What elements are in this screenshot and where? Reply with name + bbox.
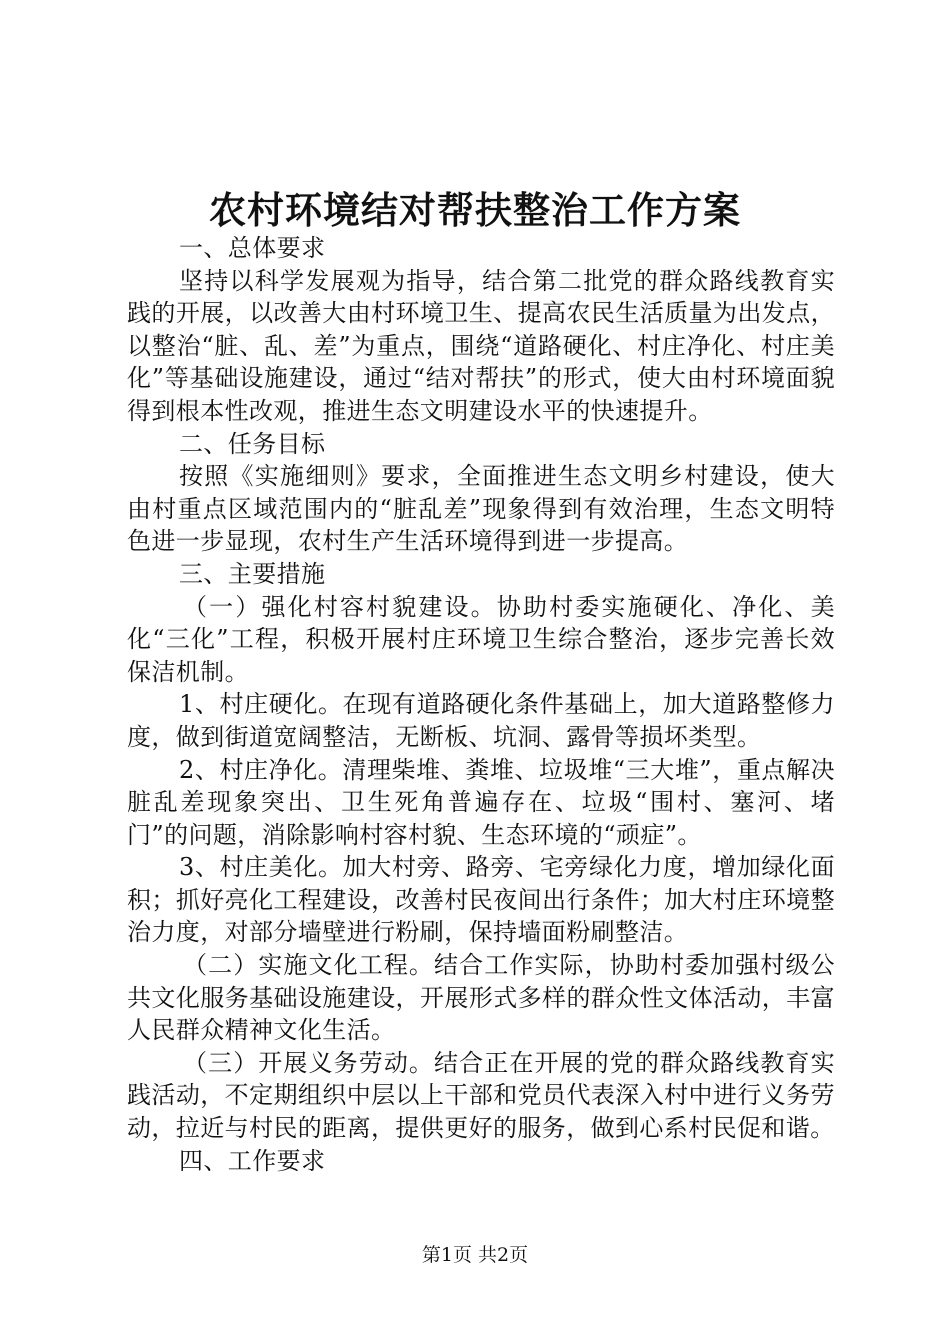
- document-body: [127, 232, 835, 1177]
- paragraph-general-requirements: 坚持以科学发展观为指导，结合第二批党的群众路线教育实践的开展，以改善大由村环境卫生、提高农民生活质量为出发点，以整治“脏、乱、差”为重点，围绕“道路硬化、村庄净化、村庄美化”等基础设施建设，通过“结对帮扶”的形式，使大由村环境面貌得到根本性改观，推进生态文明建设水平的快速提升。: [127, 266, 835, 425]
- paragraph-village-beautification: 3、村庄美化。加大村旁、路旁、宅旁绿化力度，增加绿化面积；抓好亮化工程建设，改善村民夜间出行条件；加大村庄环境整治力度，对部分墙壁进行粉刷，保持墙面粉刷整洁。: [127, 853, 835, 947]
- paragraph-measure-3: （三）开展义务劳动。结合正在开展的党的群众路线教育实践活动，不定期组织中层以上干部和党员代表深入村中进行义务劳动，拉近与村民的距离，提供更好的服务，做到心系村民促和谐。: [127, 1048, 835, 1143]
- page-footer: 第1页 共2页: [421, 1244, 529, 1266]
- paragraph-village-hardening: 1、村庄硬化。在现有道路硬化条件基础上，加大道路整修力度，做到街道宽阔整洁，无断板、坑洞、露骨等损坏类型。: [127, 690, 835, 751]
- section-heading-work-requirements: 四、工作要求: [179, 1146, 326, 1175]
- paragraph-task-goals: 按照《实施细则》要求，全面推进生态文明乡村建设，使大由村重点区域范围内的“脏乱差”现象得到有效治理，生态文明特色进一步显现，农村生产生活环境得到进一步提高。: [127, 462, 835, 556]
- paragraph-measure-2: （二）实施文化工程。结合工作实际，协助村委加强村级公共文化服务基础设施建设，开展形式多样的群众性文体活动，丰富人民群众精神文化生活。: [127, 951, 835, 1045]
- section-heading-main-measures: 三、主要措施: [179, 559, 326, 588]
- section-heading-general-requirements: 一、总体要求: [179, 234, 326, 262]
- paragraph-measure-1: （一）强化村容村貌建设。协助村委实施硬化、净化、美化“三化”工程，积极开展村庄环境卫生综合整治，逐步完善长效保洁机制。: [127, 592, 835, 686]
- document-title: 农村环境结对帮扶整治工作方案: [209, 188, 741, 232]
- section-heading-task-goals: 二、任务目标: [179, 429, 326, 458]
- paragraph-village-cleaning: 2、村庄净化。清理柴堆、粪堆、垃圾堆“三大堆”，重点解决脏乱差现象突出、卫生死角普遍存在、垃圾“围村、塞河、堵门”的问题，消除影响村容村貌、生态环境的“顽症”。: [127, 755, 835, 849]
